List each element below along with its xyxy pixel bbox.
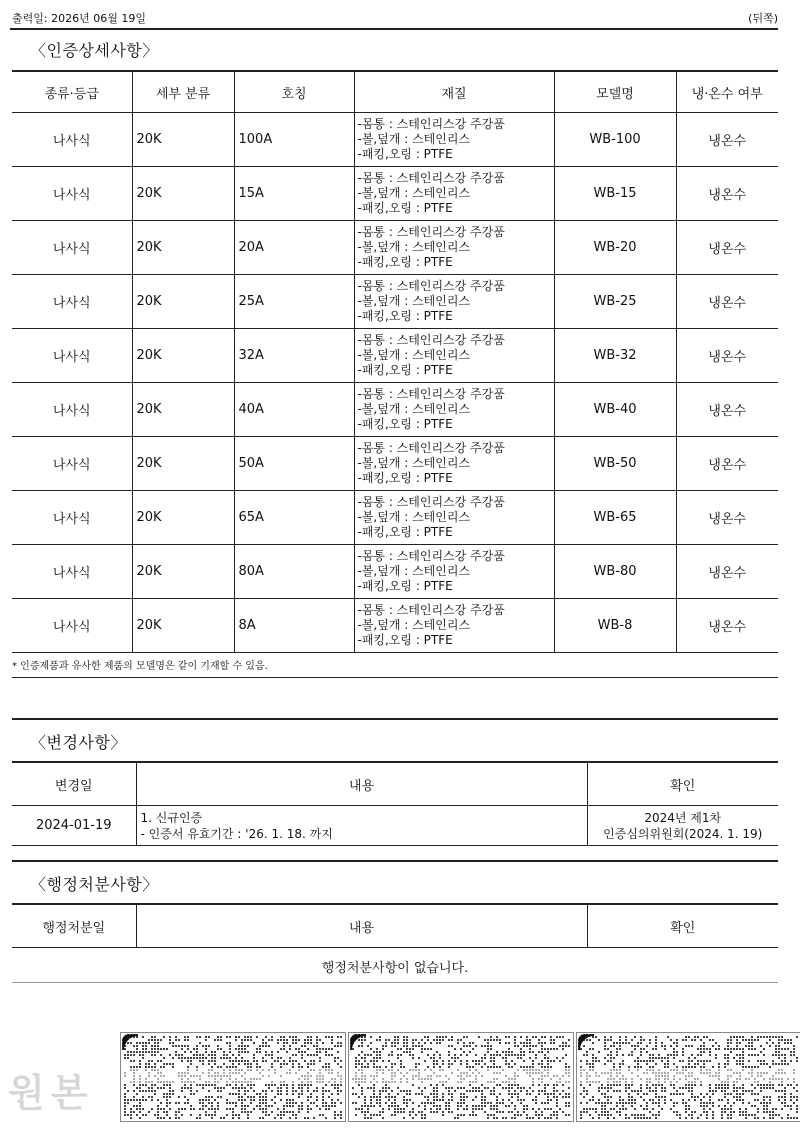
cell-size: 50A (234, 437, 354, 491)
col-model: 모델명 (554, 71, 676, 113)
cert-details-table (12, 70, 778, 653)
material-line: -볼,덮개 : 스테인리스 (357, 510, 471, 524)
material-line: -몸통 : 스테인리스강 주강품 (357, 171, 505, 185)
cell-size: 8A (234, 599, 354, 653)
cell-model: WB-15 (554, 167, 676, 221)
table-row (12, 491, 778, 545)
security-pattern-graphic (577, 1033, 800, 1121)
cell-class: 20K (132, 113, 234, 167)
cell-size: 100A (234, 113, 354, 167)
cell-material (354, 599, 554, 653)
material-line: -몸통 : 스테인리스강 주강품 (357, 387, 505, 401)
security-pattern (348, 1032, 574, 1122)
material-line: -몸통 : 스테인리스강 주강품 (357, 333, 505, 347)
material-line: -패킹,오링 : PTFE (357, 363, 453, 377)
bottom-rule (12, 982, 778, 983)
col-type: 종류·등급 (12, 71, 132, 113)
print-date: 출력일: 2026년 06월 19일 (12, 12, 146, 25)
cell-class: 20K (132, 545, 234, 599)
change-confirm (587, 806, 778, 846)
cell-water: 냉온수 (676, 221, 778, 275)
cert-header-row (12, 71, 778, 113)
material-line: -패킹,오링 : PTFE (357, 255, 453, 269)
col-size: 호칭 (234, 71, 354, 113)
cell-class: 20K (132, 275, 234, 329)
table-row (12, 113, 778, 167)
col-admin-date: 행정처분일 (12, 904, 136, 948)
page-side-label: (뒤쪽) (748, 12, 778, 25)
changes-title: 〈변경사항〉 (30, 733, 127, 752)
cell-water: 냉온수 (676, 275, 778, 329)
material-line: -볼,덮개 : 스테인리스 (357, 132, 471, 146)
material-line: -패킹,오링 : PTFE (357, 633, 453, 647)
admin-title: 〈행정처분사항〉 (30, 875, 159, 894)
change-confirm-line: 인증심의위원회(2024. 1. 19) (603, 826, 763, 841)
cell-model: WB-65 (554, 491, 676, 545)
cell-type: 나사식 (12, 167, 132, 221)
col-change-date: 변경일 (12, 762, 136, 806)
material-line: -몸통 : 스테인리스강 주강품 (357, 225, 505, 239)
print-header (10, 8, 778, 30)
table-row (12, 437, 778, 491)
table-row (12, 221, 778, 275)
cell-model: WB-50 (554, 437, 676, 491)
cell-class: 20K (132, 329, 234, 383)
cell-material (354, 221, 554, 275)
material-line: -몸통 : 스테인리스강 주강품 (357, 603, 505, 617)
change-date: 2024-01-19 (12, 806, 136, 846)
material-line: -패킹,오링 : PTFE (357, 579, 453, 593)
cell-model: WB-8 (554, 599, 676, 653)
cell-class: 20K (132, 221, 234, 275)
cell-water: 냉온수 (676, 491, 778, 545)
change-content (136, 806, 587, 846)
material-line: -패킹,오링 : PTFE (357, 147, 453, 161)
col-change-confirm: 확인 (587, 762, 778, 806)
cell-material (354, 113, 554, 167)
material-line: -몸통 : 스테인리스강 주강품 (357, 117, 505, 131)
section-divider (12, 718, 778, 720)
cell-material (354, 437, 554, 491)
material-line: -몸통 : 스테인리스강 주강품 (357, 549, 505, 563)
material-line: -볼,덮개 : 스테인리스 (357, 186, 471, 200)
cell-material (354, 545, 554, 599)
cell-type: 나사식 (12, 113, 132, 167)
cell-class: 20K (132, 167, 234, 221)
cell-size: 65A (234, 491, 354, 545)
material-line: -볼,덮개 : 스테인리스 (357, 240, 471, 254)
admin-empty-message: 행정처분사항이 없습니다. (321, 961, 469, 977)
security-pattern (576, 1032, 800, 1122)
material-line: -볼,덮개 : 스테인리스 (357, 456, 471, 470)
material-line: -볼,덮개 : 스테인리스 (357, 618, 471, 632)
cell-material (354, 491, 554, 545)
material-line: -패킹,오링 : PTFE (357, 525, 453, 539)
cell-type: 나사식 (12, 545, 132, 599)
material-line: -패킹,오링 : PTFE (357, 471, 453, 485)
cell-size: 32A (234, 329, 354, 383)
table-row (12, 599, 778, 653)
admin-header-row (12, 904, 778, 948)
cell-model: WB-100 (554, 113, 676, 167)
cell-type: 나사식 (12, 491, 132, 545)
material-line: -몸통 : 스테인리스강 주강품 (357, 441, 505, 455)
col-class: 세부 분류 (132, 71, 234, 113)
cell-type: 나사식 (12, 221, 132, 275)
col-change-content: 내용 (136, 762, 587, 806)
cell-type: 나사식 (12, 275, 132, 329)
col-admin-content: 내용 (136, 904, 587, 948)
cell-model: WB-25 (554, 275, 676, 329)
cell-class: 20K (132, 491, 234, 545)
changes-table (12, 761, 778, 846)
col-admin-confirm: 확인 (587, 904, 778, 948)
change-content-line: 1. 신규인증 (140, 810, 203, 825)
cell-class: 20K (132, 383, 234, 437)
cell-class: 20K (132, 437, 234, 491)
cell-size: 15A (234, 167, 354, 221)
security-pattern (120, 1032, 346, 1122)
admin-table (12, 903, 778, 986)
changes-header-row (12, 762, 778, 806)
original-stamp (8, 1068, 104, 1118)
cell-material (354, 329, 554, 383)
material-line: -볼,덮개 : 스테인리스 (357, 402, 471, 416)
cell-material (354, 167, 554, 221)
cell-size: 25A (234, 275, 354, 329)
material-line: -몸통 : 스테인리스강 주강품 (357, 279, 505, 293)
col-material: 재질 (354, 71, 554, 113)
cell-model: WB-20 (554, 221, 676, 275)
cell-material (354, 275, 554, 329)
cell-model: WB-80 (554, 545, 676, 599)
material-line: -볼,덮개 : 스테인리스 (357, 564, 471, 578)
cell-water: 냉온수 (676, 383, 778, 437)
table-row (12, 545, 778, 599)
cell-size: 20A (234, 221, 354, 275)
security-pattern-graphic (349, 1033, 573, 1121)
table-row (12, 806, 778, 846)
cell-water: 냉온수 (676, 599, 778, 653)
table-row (12, 167, 778, 221)
cell-type: 나사식 (12, 329, 132, 383)
table-row (12, 275, 778, 329)
cert-footnote: * 인증제품과 유사한 제품의 모델명은 같이 기재할 수 있음. (12, 657, 778, 678)
cell-type: 나사식 (12, 437, 132, 491)
cell-type: 나사식 (12, 599, 132, 653)
cell-water: 냉온수 (676, 329, 778, 383)
cell-model: WB-40 (554, 383, 676, 437)
cell-size: 40A (234, 383, 354, 437)
section-divider (12, 860, 778, 862)
col-water: 냉·온수 여부 (676, 71, 778, 113)
cell-water: 냉온수 (676, 545, 778, 599)
table-row (12, 948, 778, 986)
security-pattern-graphic (121, 1033, 345, 1121)
stamp-text: 원본 (8, 1071, 94, 1115)
cell-water: 냉온수 (676, 167, 778, 221)
material-line: -패킹,오링 : PTFE (357, 417, 453, 431)
material-line: -볼,덮개 : 스테인리스 (357, 348, 471, 362)
cell-size: 80A (234, 545, 354, 599)
material-line: -볼,덮개 : 스테인리스 (357, 294, 471, 308)
material-line: -몸통 : 스테인리스강 주강품 (357, 495, 505, 509)
cert-details-title: 〈인증상세사항〉 (30, 41, 159, 60)
material-line: -패킹,오링 : PTFE (357, 309, 453, 323)
cell-type: 나사식 (12, 383, 132, 437)
table-row (12, 329, 778, 383)
change-content-line: - 인증서 유효기간 : '26. 1. 18. 까지 (140, 826, 333, 841)
cell-material (354, 383, 554, 437)
cell-model: WB-32 (554, 329, 676, 383)
cell-class: 20K (132, 599, 234, 653)
cell-water: 냉온수 (676, 437, 778, 491)
table-row (12, 383, 778, 437)
change-confirm-line: 2024년 제1차 (644, 810, 722, 825)
cell-water: 냉온수 (676, 113, 778, 167)
material-line: -패킹,오링 : PTFE (357, 201, 453, 215)
